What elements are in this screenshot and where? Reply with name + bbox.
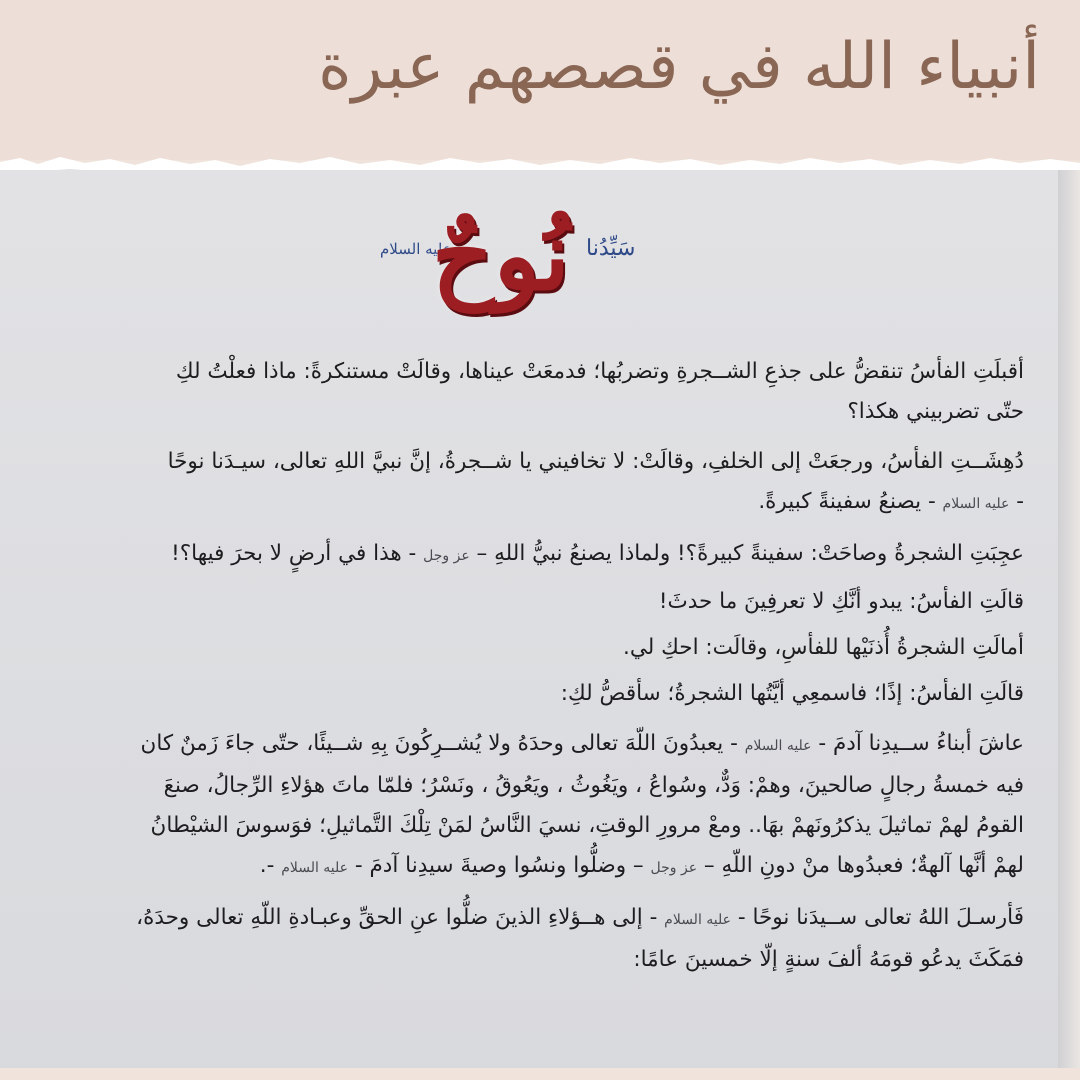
- chapter-heading: [380, 178, 720, 338]
- paragraph-1-line-2: حتّى تضربيني هكذا؟: [847, 399, 1024, 424]
- page-right-edge: [1058, 170, 1080, 1070]
- title-banner: [0, 0, 1080, 160]
- paragraph-7-text-b: - يعبدُونَ اللّهَ تعالى وحدَهُ ولا يُشــرِكُونَ بِهِ شــيئًا، حتّى جاءَ زَمنٌ كان: [140, 731, 738, 756]
- paragraph-7-text-c: لهمْ أنَّها آلهةٌ؛ فعبدُوها منْ دونِ اللّهِ –: [703, 853, 1024, 878]
- paragraph-3-text-a: عجِبَتِ الشجرةُ وصاحَتْ: سفينةً كبيرةً؟! ولماذا يصنعُ نبيُّ اللهِ –: [476, 541, 1024, 566]
- honorific-calligraphy: عليه السلام: [281, 860, 349, 876]
- paragraph-8: [34, 898, 1024, 980]
- paragraph-2-line-2: [34, 482, 1024, 524]
- paragraph-3-text-b: - هذا في أرضٍ لا بحرَ فيها؟!: [171, 541, 417, 566]
- paragraph-7-line-2: فيه خمسةُ رجالٍ صالحينَ، وهمْ: وَدٌّ، وسُواعُ ، ويَغُوثُ ، ويَعُوقُ ، ونَسْرُ؛ فلمّا ماتَ هؤلاءِ الرِّجالُ، صنعَ: [163, 773, 1024, 798]
- paragraph-7-line-1: [34, 724, 1024, 766]
- paragraph-7-text-a: عاشَ أبناءُ ســيدِنا آدمَ -: [818, 731, 1024, 756]
- paragraph-7: [34, 724, 1024, 888]
- paragraph-8-line-2: فمَكَثَ يدعُو قومَهُ ألفَ سنةٍ إلّا خمسينَ عامًا:: [633, 947, 1024, 972]
- bottom-background-strip: [0, 1068, 1080, 1080]
- heading-honorific-calligraphy: عليه السلام: [380, 240, 452, 258]
- banner-title: أنبياء الله في قصصهم عبرة: [318, 30, 1040, 104]
- paragraph-7-text-d: – وضلُّوا ونسُوا وصيةَ سيدِنا آدمَ -: [354, 853, 644, 878]
- paragraph-3-line-1: [34, 534, 1024, 576]
- paragraph-2-dash: -: [1016, 489, 1024, 514]
- honorific-calligraphy: عز وجل: [650, 860, 698, 876]
- paragraph-5-line-1: أمالَتِ الشجرةُ أُذنَيْها للفأسِ، وقالَت: احكِ لي.: [623, 635, 1024, 660]
- paragraph-8-text-b: - إلى هــؤلاءِ الذينَ ضلُّوا عنِ الحقِّ وعبـادةِ اللّهِ تعالى وحدَهُ،: [136, 905, 658, 930]
- honorific-calligraphy: عليه السلام: [744, 738, 812, 754]
- honorific-calligraphy: عليه السلام: [664, 912, 732, 928]
- paragraph-7-line-3: القومُ لهمْ تماثيلَ يذكرُونَهمْ بهَا.. ومعْ مرورِ الوقتِ، نسيَ النَّاسُ لمَنْ تِلْكَ التَّماثيلِ؛ فوَسوسَ الشيْطانُ: [150, 813, 1024, 838]
- paragraph-6-line-1: قالَتِ الفأسُ: إذًا؛ فاسمعِي أيَّتُها الشجرةُ؛ سأقصُّ لكِ:: [560, 681, 1024, 706]
- paragraph-1: [34, 352, 1024, 432]
- heading-prophet-name: نُوحٌ: [431, 199, 570, 312]
- paragraph-2-line-1: دُهِشَــتِ الفأسُ، ورجعَتْ إلى الخلفِ، وقالَتْ: لا تخافيني يا شــجرةُ، إنَّ نبيَّ اللهِ تعالى، سيـدَنا نوحًا: [167, 449, 1024, 474]
- paragraph-6: [34, 674, 1024, 714]
- paragraph-8-line-1: [34, 898, 1024, 940]
- honorific-calligraphy: عليه السلام: [942, 496, 1010, 512]
- paragraph-8-text-a: فَأرسـلَ اللهُ تعالى ســيدَنا نوحًا -: [737, 905, 1024, 930]
- paragraph-2-line-2-text: - يصنعُ سفينةً كبيرةً.: [758, 489, 936, 514]
- paragraph-4-line-1: قالَتِ الفأسُ: يبدو أنَّكِ لا تعرفِينَ ما حدثَ!: [658, 589, 1024, 614]
- story-text: [34, 352, 1024, 990]
- paragraph-7-text-e: -.: [259, 853, 275, 878]
- paragraph-7-line-4: [34, 846, 1024, 888]
- paragraph-5: [34, 628, 1024, 668]
- paragraph-4: [34, 582, 1024, 622]
- heading-prefix: سَيِّدُنا: [586, 236, 636, 261]
- paragraph-2: [34, 442, 1024, 524]
- honorific-calligraphy: عز وجل: [423, 548, 470, 564]
- paragraph-1-line-1: أقبلَتِ الفأسُ تنقضُّ على جذعِ الشــجرةِ وتضربُها؛ فدمعَتْ عيناها، وقالَتْ مستنكرةً: ماذا فعلْتُ لكِ: [175, 359, 1024, 384]
- paragraph-3: [34, 534, 1024, 576]
